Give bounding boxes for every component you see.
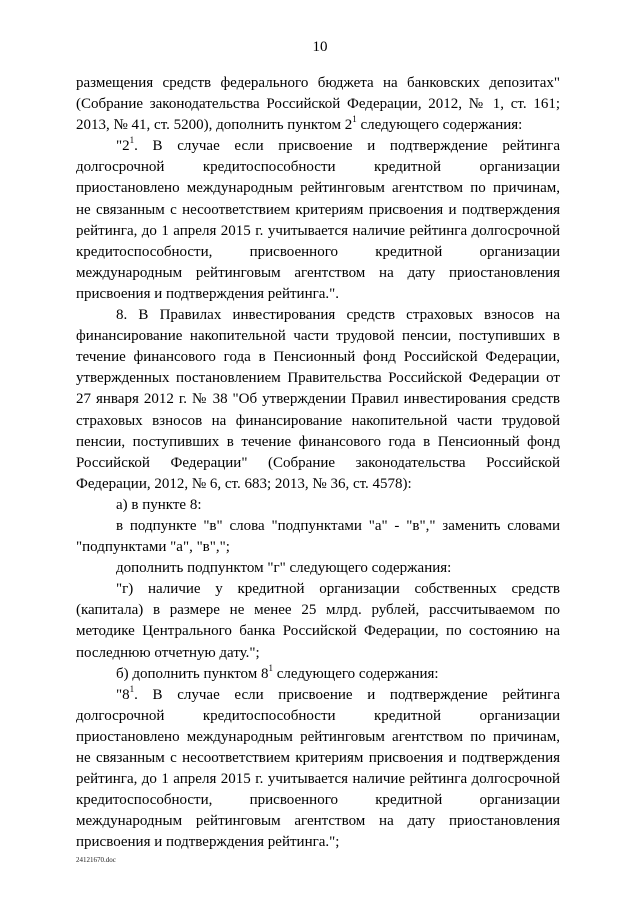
paragraph-7: "г) наличие у кредитной организации собственных средств (капитала) в размере не менее 25 млрд. рублей, рассчитываемом по методике Центрального банка Российской Федерации, по состоянию на последнюю отчетную дату."; xyxy=(76,581,560,661)
paragraph-8: б) дополнить пунктом $8^1$ следующего содержания: xyxy=(116,662,439,682)
paragraph-6: дополнить подпунктом "г" следующего содержания: xyxy=(116,560,452,577)
paragraph-1: размещения средств федерального бюджета на банковских депозитах" (Собрание законодательства Российской Федерации, 2012, № 1, ст. 161; 2013, № 41, ст. 5200), дополнить пунктом $2^1$ следующего содержания: xyxy=(76,75,560,134)
footer-doc-id: 24121670.doc xyxy=(76,856,116,864)
document-body xyxy=(76,73,560,853)
paragraph-5: в подпункте "в" слова "подпунктами "а" - "в"," заменить словами "подпунктами "а", "в","; xyxy=(76,517,560,556)
paragraph-3: 8. В Правилах инвестирования средств страховых взносов на финансирование накопительной части трудовой пенсии, поступивших в течение финансового года в Пенсионный фонд Российской Федерации, утвержденных постановлением Правительства Российской Федерации от 27 января 2012 г. № 38 "Об утверждении Правил инвестирования средств страховых взносов на финансирование накопительной части трудовой пенсии, поступивших в течение финансового года в Пенсионный фонд Российской Федерации" (Собрание законодательства Российской Федерации, 2012, № 6, ст. 683; 2013, № 36, ст. 4578): xyxy=(76,307,560,492)
paragraph-2: "$2^1$. В случае если присвоение и подтверждение рейтинга долгосрочной кредитоспособности кредитной организации приостановлено международным рейтинговым агентством по причинам, не связанным с несоответствием критериям присвоения и подтверждения рейтинга, до 1 апреля 2015 г. учитывается наличие рейтинга долгосрочной кредитоспособности, присвоенного кредитной организации международным рейтинговым агентством на дату приостановления присвоения и подтверждения рейтинга.". xyxy=(76,135,560,302)
paragraph-4: а) в пункте 8: xyxy=(116,496,202,513)
paragraph-9: "$8^1$. В случае если присвоение и подтверждение рейтинга долгосрочной кредитоспособности кредитной организации приостановлено международным рейтинговым агентством по причинам, не связанным с несоответствием критериям присвоения и подтверждения рейтинга, до 1 апреля 2015 г. учитывается наличие рейтинга долгосрочной кредитоспособности, присвоенного кредитной организации международным рейтинговым агентством на дату приостановления присвоения и подтверждения рейтинга."; xyxy=(76,683,560,851)
page-number: 10 xyxy=(312,39,328,55)
